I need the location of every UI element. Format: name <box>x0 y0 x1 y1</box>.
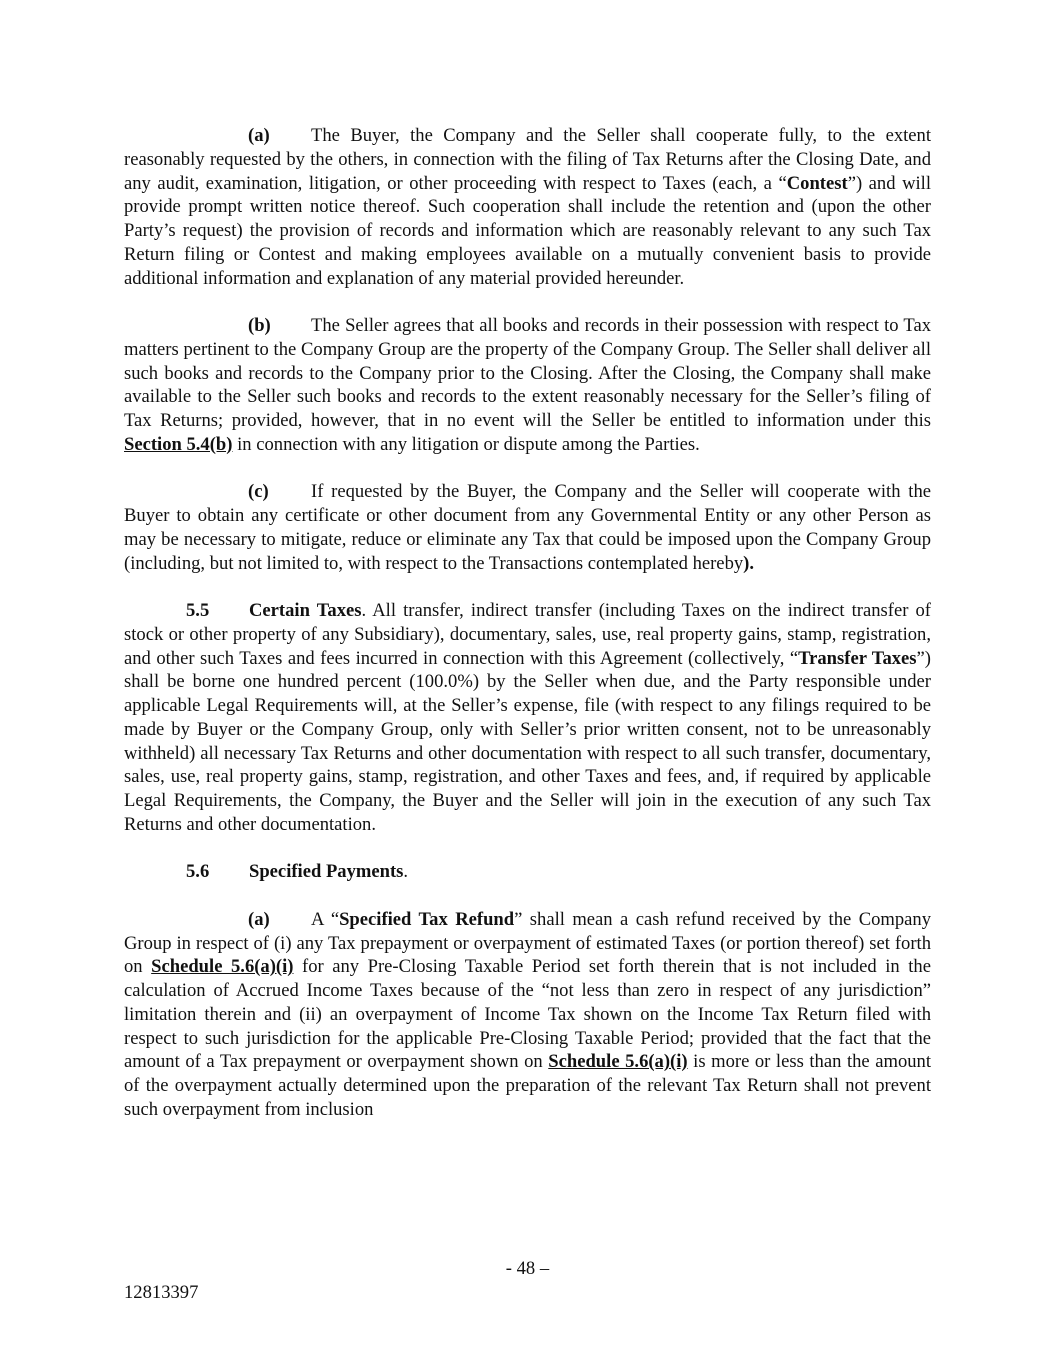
defined-term: Transfer Taxes <box>798 647 917 669</box>
paragraph-label: (a) <box>248 125 270 146</box>
section-number: 5.6 <box>186 861 210 883</box>
paragraph-label: (c) <box>248 481 269 503</box>
cross-reference: Schedule 5.6(a)(i) <box>548 1051 688 1073</box>
paragraph-5-6-a: (a) A “Specified Tax Refund” shall mean a cash refund received by the Company Group in respect of (i) any Tax prepayment or overpayment of estimated Taxes (or portion thereof) set forth on Schedule 5.6(a)(i) for any Pre-Closing Taxable Period set forth therein that is not included in the calculation of Accrued Income Taxes because of the “not less than zero in respect of any jurisdiction” limitation therein and (ii) an overpayment of Income Tax shown on the Income Tax Return filed with respect to such jurisdiction for the applicable Pre-Closing Taxable Period; provided that the fact that the amount of a Tax prepayment or overpayment shown on Schedule 5.6(a)(i) is more or less than the amount of the overpayment actually determined upon the preparation of the relevant Tax Return shall not prevent such overpayment from inclusion <box>124 908 931 1120</box>
section-5-6: 5.6 Specified Payments. <box>186 861 409 883</box>
cross-reference: Schedule 5.6(a)(i) <box>151 956 294 978</box>
paragraph-5-4-b: (b) The Seller agrees that all books and records in their possession with respect to Tax matters pertinent to the Company Group are the property of the Company Group. The Seller shall deliver all such books and records to the Company prior to the Closing. After the Closing, the Company shall make available to the Seller such books and records to the extent reasonably necessary for the Seller’s filing of Tax Returns; provided, however, that in no event will the Seller be entitled to information under this Section 5.4(b) in connection with any litigation or dispute among the Parties. <box>124 315 931 455</box>
section-number: 5.5 <box>186 600 210 621</box>
section-5-5: 5.5 Certain Taxes. All transfer, indirect transfer (including Taxes on the indirect transfer of stock or other property of any Subsidiary), documentary, sales, use, real property gains, stamp, registration, and other such Taxes and fees incurred in connection with this Agreement (collectively, “Transfer Taxes”) shall be borne one hundred percent (100.0%) by the Seller when due, and the Party responsible under applicable Legal Requirements will, at the Seller’s expense, file (with respect to any filings required to be made by Buyer or the Company Group, only with Seller’s prior written consent, not to be unreasonably withheld) all necessary Tax Returns and other documentation with respect to all such transfer, documentary, sales, use, real property gains, stamp, registration, and other Taxes and fees, and, if required by applicable Legal Requirements, the Company, the Buyer and the Seller will join in the execution of any such Tax Returns and other documentation. <box>124 600 931 835</box>
paragraph-label: (b) <box>248 315 271 336</box>
section-heading: Certain Taxes <box>249 600 362 621</box>
paragraph-5-4-c: (c) If requested by the Buyer, the Company and the Seller will cooperate with the Buyer to obtain any certificate or other document from any Governmental Entity or any other Person as may be necessary to mitigate, reduce or eliminate any Tax that could be imposed upon the Company Group (including, but not limited to, with respect to the Transactions contemplated hereby). <box>124 481 931 574</box>
defined-term: Specified Tax Refund <box>339 908 515 930</box>
page-number: - 48 – <box>505 1258 550 1279</box>
document-body <box>124 124 931 1122</box>
document-id: 12813397 <box>124 1282 199 1303</box>
paragraph-label: (a) <box>248 908 270 930</box>
cross-reference: Section 5.4(b) <box>124 433 233 455</box>
defined-term: Contest <box>786 172 848 194</box>
paragraph-5-4-a: (a) The Buyer, the Company and the Seller shall cooperate fully, to the extent reasonably requested by the others, in connection with the filing of Tax Returns after the Closing Date, and any audit, examination, litigation, or other proceeding with respect to Taxes (each, a “Contest”) and will provide prompt written notice thereof. Such cooperation shall include the retention and (upon the other Party’s request) the provision of records and information which are reasonably relevant to any such Tax Return filing or Contest and making employees available on a mutually convenient basis to provide additional information and explanation of any material provided hereunder. <box>124 125 931 289</box>
section-heading: Specified Payments <box>249 861 404 883</box>
